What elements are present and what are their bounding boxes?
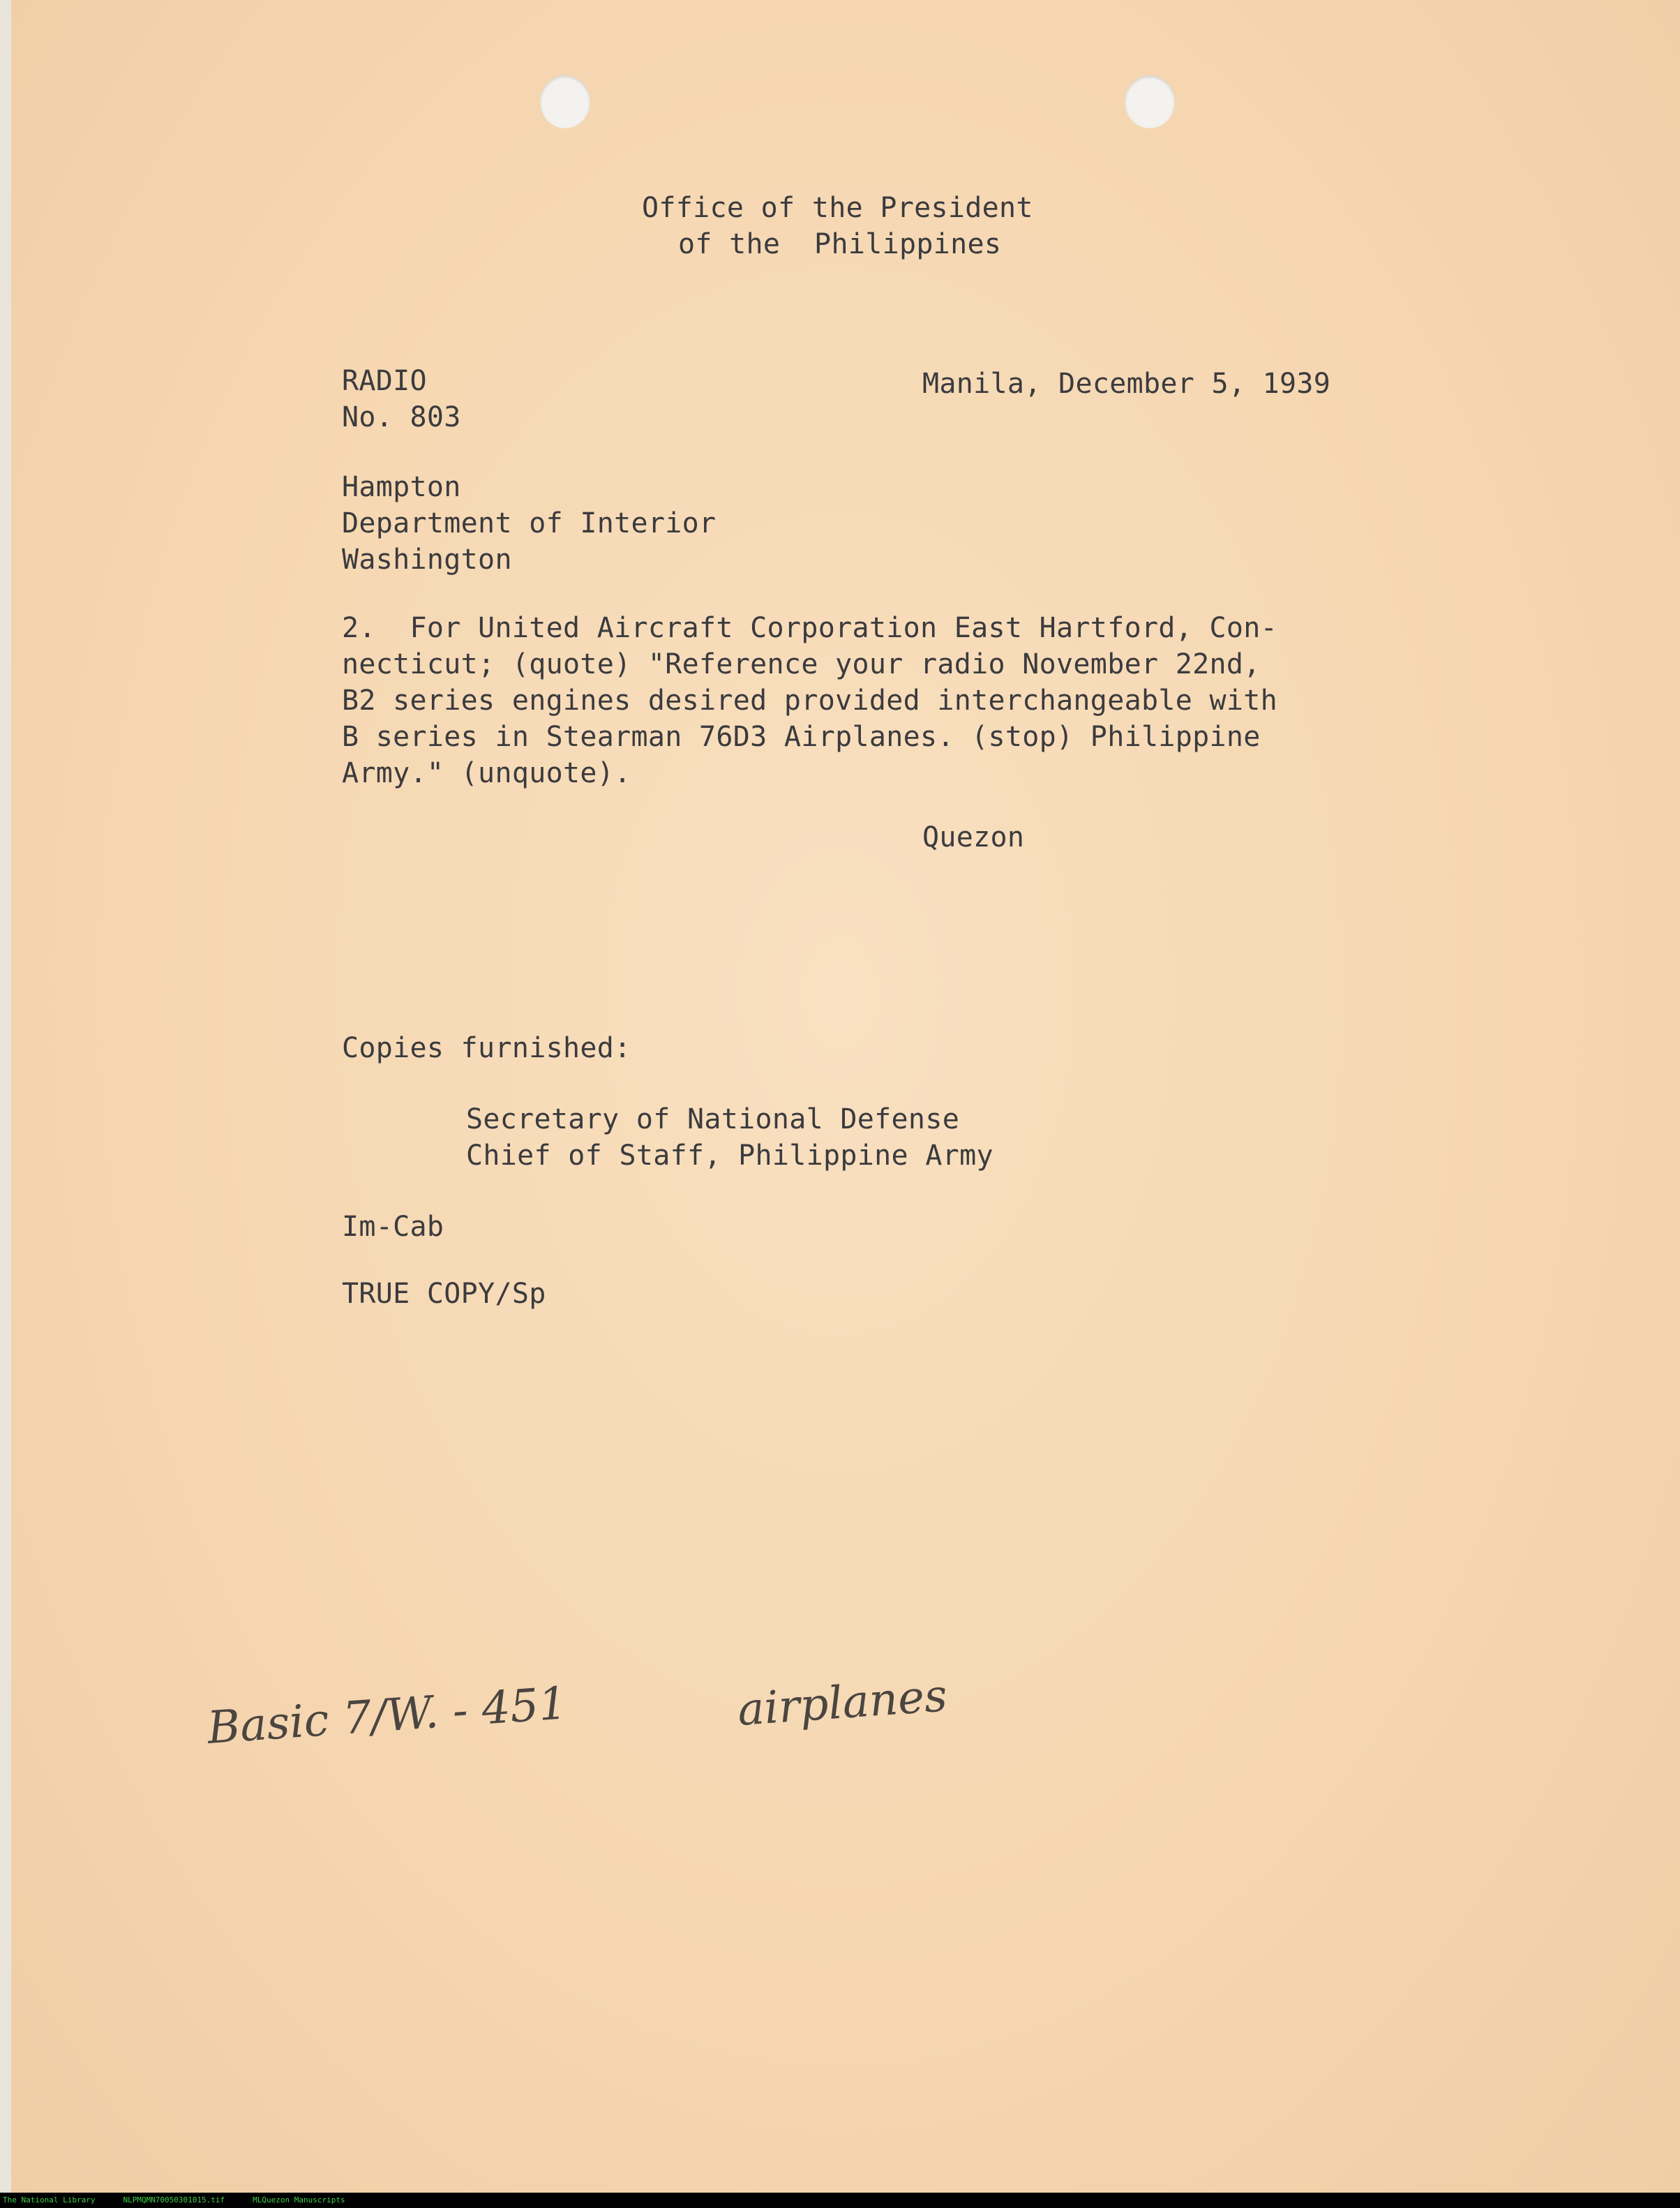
body-line-3: B2 series engines desired provided interchangeable with	[342, 685, 1278, 717]
radio-label: RADIO	[342, 365, 427, 397]
addressee-city: Washington	[342, 544, 512, 576]
punch-hole-right	[1125, 75, 1175, 128]
signature: Quezon	[922, 821, 1025, 853]
footer-file: NLPMQMN70050301015.tif	[123, 2195, 225, 2205]
typist-initials: Im-Cab	[342, 1211, 444, 1243]
letterhead-line-1: Office of the President	[642, 192, 1033, 224]
dateline: Manila, December 5, 1939	[922, 368, 1331, 400]
handwritten-subject: airplanes	[735, 1670, 950, 1736]
scan-edge	[0, 0, 11, 2193]
body-line-2: necticut; (quote) "Reference your radio November 22nd,	[342, 648, 1261, 680]
body-line-1: 2. For United Aircraft Corporation East Hartford, Con-	[342, 612, 1278, 644]
addressee-department: Department of Interior	[342, 507, 717, 539]
addressee-name: Hampton	[342, 471, 461, 503]
body-line-4: B series in Stearman 76D3 Airplanes. (stop) Philippine	[342, 721, 1261, 753]
archive-footer	[0, 2193, 1680, 2208]
copies-recipient-2: Chief of Staff, Philippine Army	[466, 1140, 993, 1172]
copies-recipient-1: Secretary of National Defense	[466, 1103, 960, 1135]
radio-number: No. 803	[342, 401, 461, 433]
footer-collection: MLQuezon Manuscripts	[253, 2195, 345, 2205]
letterhead-line-2: of the Philippines	[678, 228, 1002, 260]
footer-library: The National Library	[3, 2195, 96, 2205]
true-copy-mark: TRUE COPY/Sp	[342, 1278, 546, 1310]
handwritten-file-reference: Basic 7/W. - 451	[205, 1678, 569, 1754]
body-line-5: Army." (unquote).	[342, 757, 631, 789]
punch-hole-left	[540, 75, 590, 128]
copies-heading: Copies furnished:	[342, 1032, 631, 1064]
